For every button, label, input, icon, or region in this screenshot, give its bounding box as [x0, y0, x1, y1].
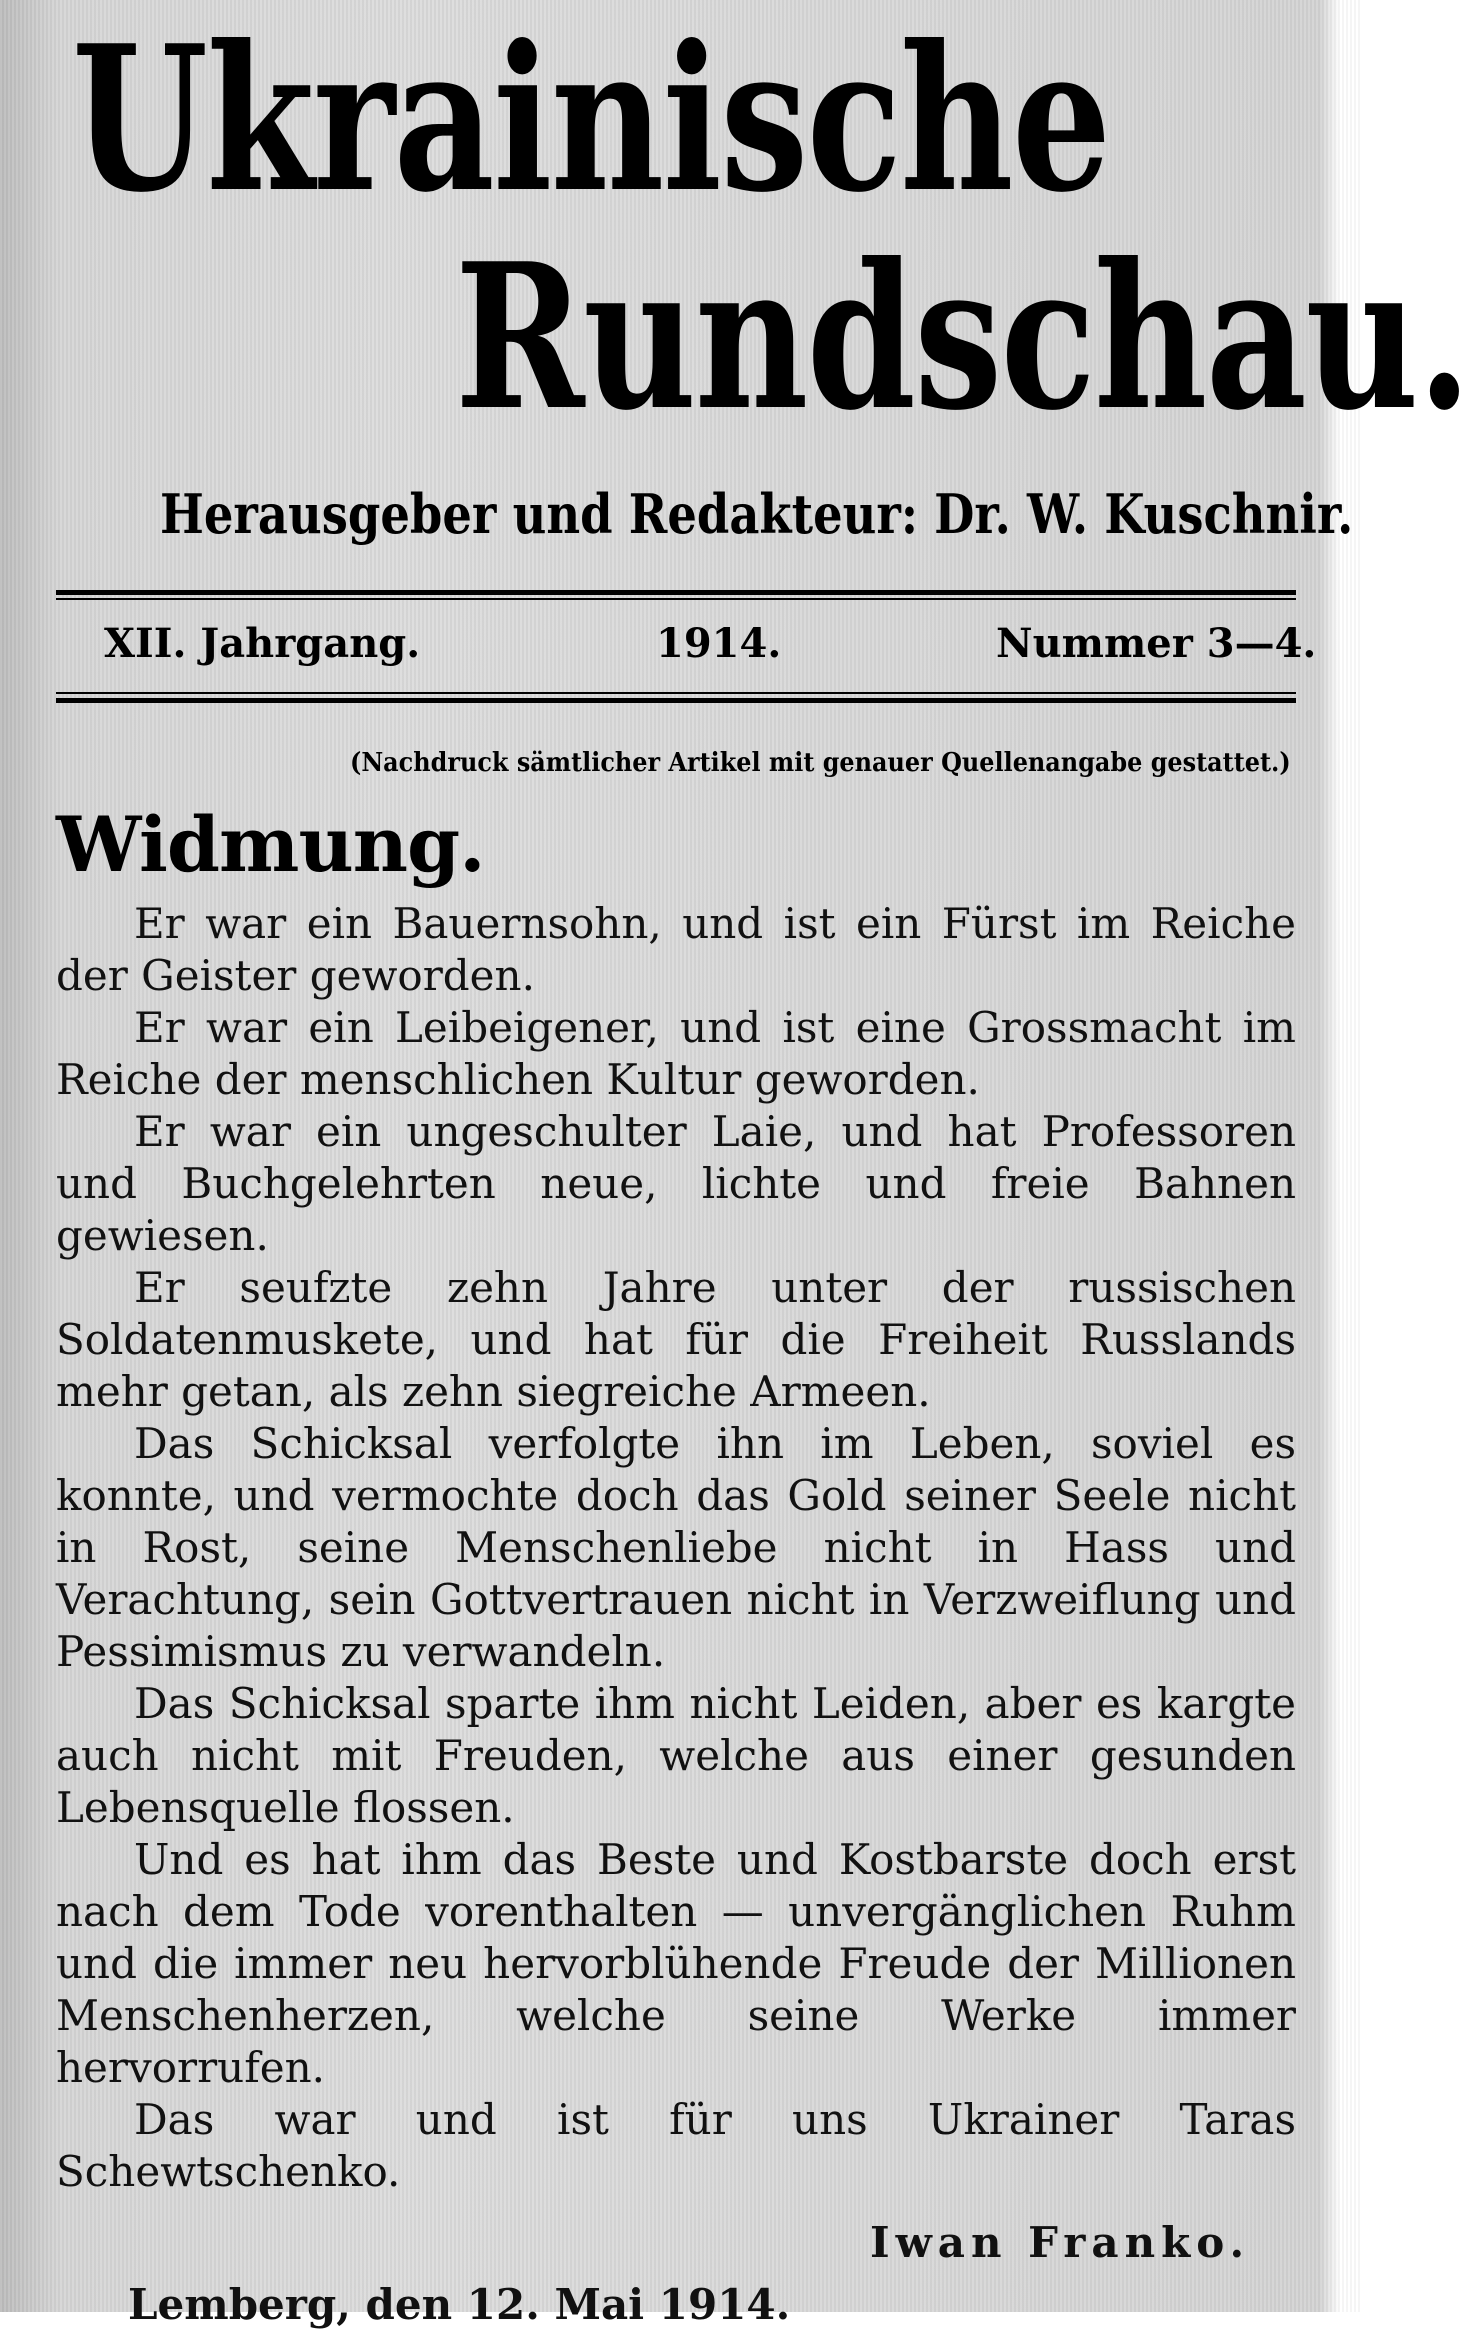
article-paragraph: Das Schicksal verfolgte ihn im Leben, soviel es konnte, und vermochte doch das Gold seiner Seele nicht in Rost, seine Menschenliebe nicht in Hass und Verachtung, sein Gottvertrauen nicht in Verzweiflung und Pessimismus zu verwandeln.	[56, 1419, 1296, 1676]
rule-top-thin	[56, 598, 1296, 600]
rule-top-thick	[56, 590, 1296, 595]
article-paragraph: Und es hat ihm das Beste und Kostbarste doch erst nach dem Tode vorenthalten — unvergänglichen Ruhm und die immer neu hervorblühende Freude der Millionen Menschenherzen, welche seine Werke immer hervorrufen.	[56, 1835, 1296, 2092]
issue-info-bar	[56, 608, 1317, 678]
issue-number: Nummer 3—4.	[996, 620, 1317, 667]
author-signature: Iwan Franko.	[870, 2218, 1251, 2267]
article-paragraph: Er war ein Bauernsohn, und ist ein Fürst im Reiche der Geister geworden.	[56, 899, 1296, 1000]
article-paragraph: Das war und ist für uns Ukrainer Taras Schewtschenko.	[56, 2095, 1296, 2196]
masthead-title-line2: Rundschau.	[455, 220, 1470, 455]
publisher-line: Herausgeber und Redakteur: Dr. W. Kuschnir.	[160, 482, 1354, 546]
article-heading: Widmung.	[56, 800, 485, 889]
dateline: Lemberg, den 12. Mai 1914.	[128, 2280, 791, 2329]
reprint-notice: (Nachdruck sämtlicher Artikel mit genauer Quellenangabe gestattet.)	[350, 748, 1291, 778]
masthead-title-line1: Ukrainische	[72, 2, 1110, 237]
issue-volume: XII. Jahrgang.	[104, 620, 421, 667]
article-paragraph: Er seufzte zehn Jahre unter der russischen Soldatenmuskete, und hat für die Freiheit Russlands mehr getan, als zehn siegreiche Armeen.	[56, 1263, 1296, 1416]
article-paragraph: Er war ein ungeschulter Laie, und hat Professoren und Buchgelehrten neue, lichte und freie Bahnen gewiesen.	[56, 1107, 1296, 1260]
rule-bottom-thick	[56, 698, 1296, 703]
article-body	[56, 898, 1296, 2198]
article-paragraph: Das Schicksal sparte ihm nicht Leiden, aber es kargte auch nicht mit Freuden, welche aus einer gesunden Lebensquelle flossen.	[56, 1679, 1296, 1832]
article-paragraph: Er war ein Leibeigener, und ist eine Grossmacht im Reiche der menschlichen Kultur geworden.	[56, 1003, 1296, 1104]
rule-bottom-thin	[56, 692, 1296, 694]
issue-year: 1914.	[656, 620, 782, 667]
